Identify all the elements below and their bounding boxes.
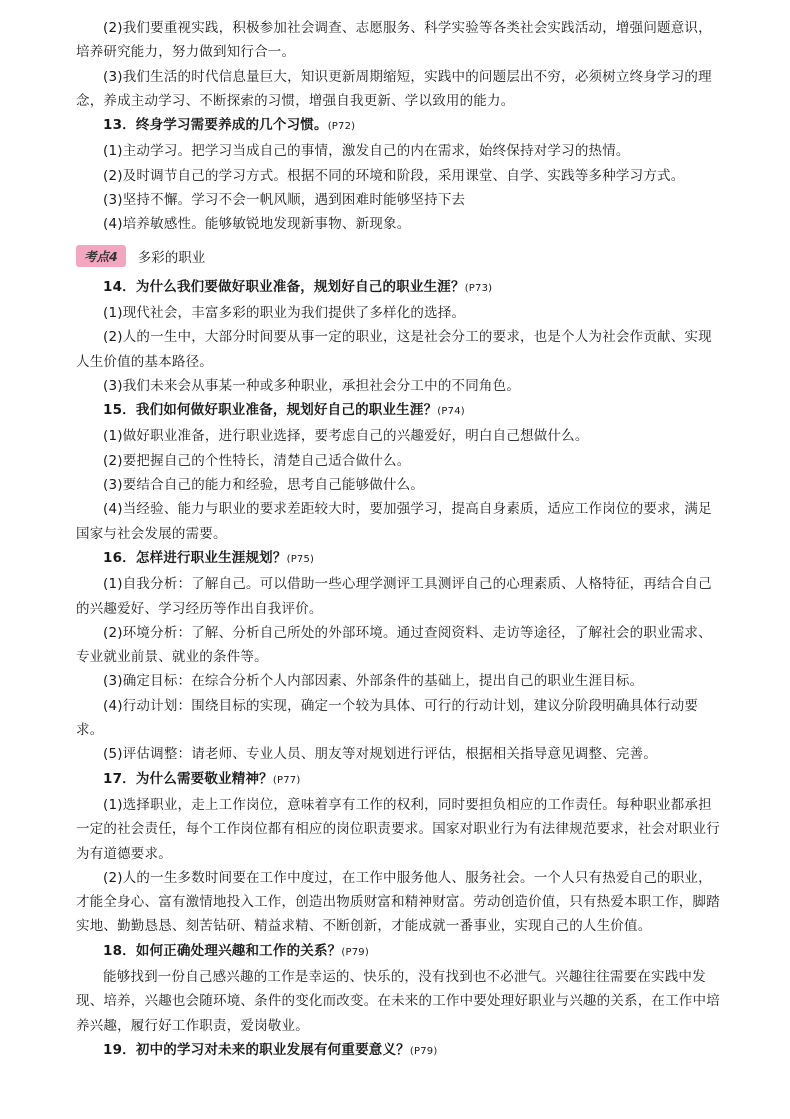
paragraph: (3)坚持不懈。学习不会一帆风顺，遇到困难时能够坚持下去 xyxy=(103,192,466,209)
paragraph: (2)环境分析：了解、分析自己所处的外部环境。通过查阅资料、走访等途径，了解社会的职业需求、专业就业前景、就业的条件等。 xyxy=(76,624,712,666)
paragraph: (3)确定目标：在综合分析个人内部因素、外部条件的基础上，提出自己的职业生涯目标。 xyxy=(103,673,644,690)
question-heading xyxy=(76,939,724,965)
question-text: 13．终身学习需要养成的几个习惯。 xyxy=(103,117,328,134)
question-text: 15．我们如何做好职业准备，规划好自己的职业生涯？ xyxy=(103,402,438,419)
page-reference: (P79) xyxy=(409,1045,438,1057)
question-text: 16．怎样进行职业生涯规划？ xyxy=(103,549,287,566)
paragraph: (2)及时调节自己的学习方式。根据不同的环境和阶段，采用课堂、自学、实践等多种学习方式。 xyxy=(103,167,685,184)
paragraph: (4)行动计划：围绕目标的实现，确定一个较为具体、可行的行动计划，建议分阶段明确具体行动要求。 xyxy=(76,697,699,739)
section-title: 多彩的职业 xyxy=(137,249,206,266)
question-heading xyxy=(76,275,724,301)
page-reference: (P75) xyxy=(286,553,315,565)
document-page xyxy=(76,16,724,1064)
paragraph: (3)要结合自己的能力和经验，思考自己能够做什么。 xyxy=(103,477,425,494)
page-reference: (P73) xyxy=(464,282,493,294)
question-heading xyxy=(76,767,724,793)
paragraph: (1)自我分析：了解自己。可以借助一些心理学测评工具测评自己的心理素质、人格特征，再结合自己的兴趣爱好、学习经历等作出自我评价。 xyxy=(76,576,712,617)
page-reference: (P72) xyxy=(327,121,356,133)
question-heading xyxy=(76,1038,724,1064)
paragraph: (1)现代社会，丰富多彩的职业为我们提供了多样化的选择。 xyxy=(103,304,466,321)
paragraph: (1)做好职业准备，进行职业选择，要考虑自己的兴趣爱好，明白自己想做什么。 xyxy=(103,428,589,445)
paragraph: (2)人的一生多数时间要在工作中度过，在工作中服务他人、服务社会。一个人只有热爱自己的职业，才能全身心、富有激情地投入工作，创造出物质财富和精神财富。劳动创造价值，只有热爱本职工作，脚踏实地、勤勤恳恳、刻苦钻研、精益求精、不断创新，才能成就一番事业，实现自己的人生价值。 xyxy=(76,869,720,935)
question-text: 14．为什么我们要做好职业准备，规划好自己的职业生涯？ xyxy=(103,278,465,295)
page-reference: (P77) xyxy=(272,774,301,786)
section-heading xyxy=(76,237,724,275)
paragraph: 能够找到一份自己感兴趣的工作是幸运的、快乐的，没有找到也不必泄气。兴趣往往需要在实践中发现、培养，兴趣也会随环境、条件的变化而改变。在未来的工作中要处理好职业与兴趣的关系，在工作中培养兴趣，履行好工作职责，爱岗敬业。 xyxy=(76,968,720,1034)
paragraph: (1)选择职业，走上工作岗位，意味着享有工作的权利，同时要担负相应的工作责任。每种职业都承担一定的社会责任，每个工作岗位都有相应的岗位职责要求。国家对职业行为有法律规范要求，社会对职业行为有道德要求。 xyxy=(76,796,720,862)
paragraph: (2)我们要重视实践，积极参加社会调查、志愿服务、科学实验等各类社会实践活动，增强问题意识，培养研究能力，努力做到知行合一。 xyxy=(76,20,712,61)
question-heading xyxy=(76,546,724,572)
question-text: 18．如何正确处理兴趣和工作的关系？ xyxy=(103,942,342,959)
paragraph: (3)我们生活的时代信息量巨大，知识更新周期缩短，实践中的问题层出不穷，必须树立终身学习的理念，养成主动学习、不断探索的习惯，增强自我更新、学以致用的能力。 xyxy=(76,68,712,109)
question-heading xyxy=(76,113,724,139)
question-text: 19．初中的学习对未来的职业发展有何重要意义？ xyxy=(103,1041,410,1058)
section-tag: 考点4 xyxy=(76,245,126,267)
question-text: 17．为什么需要敬业精神？ xyxy=(103,770,273,787)
paragraph: (3)我们未来会从事某一种或多种职业，承担社会分工中的不同角色。 xyxy=(103,377,521,394)
page-reference: (P79) xyxy=(341,946,369,958)
paragraph: (5)评估调整：请老师、专业人员、朋友等对规划进行评估，根据相关指导意见调整、完善。 xyxy=(103,746,658,763)
paragraph: (1)主动学习。把学习当成自己的事情，激发自己的内在需求，始终保持对学习的热情。 xyxy=(103,143,630,160)
page-reference: (P74) xyxy=(437,406,465,418)
paragraph: (4)培养敏感性。能够敏锐地发现新事物、新现象。 xyxy=(103,216,411,233)
paragraph: (2)人的一生中，大部分时间要从事一定的职业，这是社会分工的要求，也是个人为社会作贡献、实现人生价值的基本路径。 xyxy=(76,329,712,370)
paragraph: (4)当经验、能力与职业的要求差距较大时，要加强学习，提高自身素质，适应工作岗位的要求，满足国家与社会发展的需要。 xyxy=(76,501,712,542)
paragraph: (2)要把握自己的个性特长，清楚自己适合做什么。 xyxy=(103,452,411,469)
question-heading xyxy=(76,398,724,424)
